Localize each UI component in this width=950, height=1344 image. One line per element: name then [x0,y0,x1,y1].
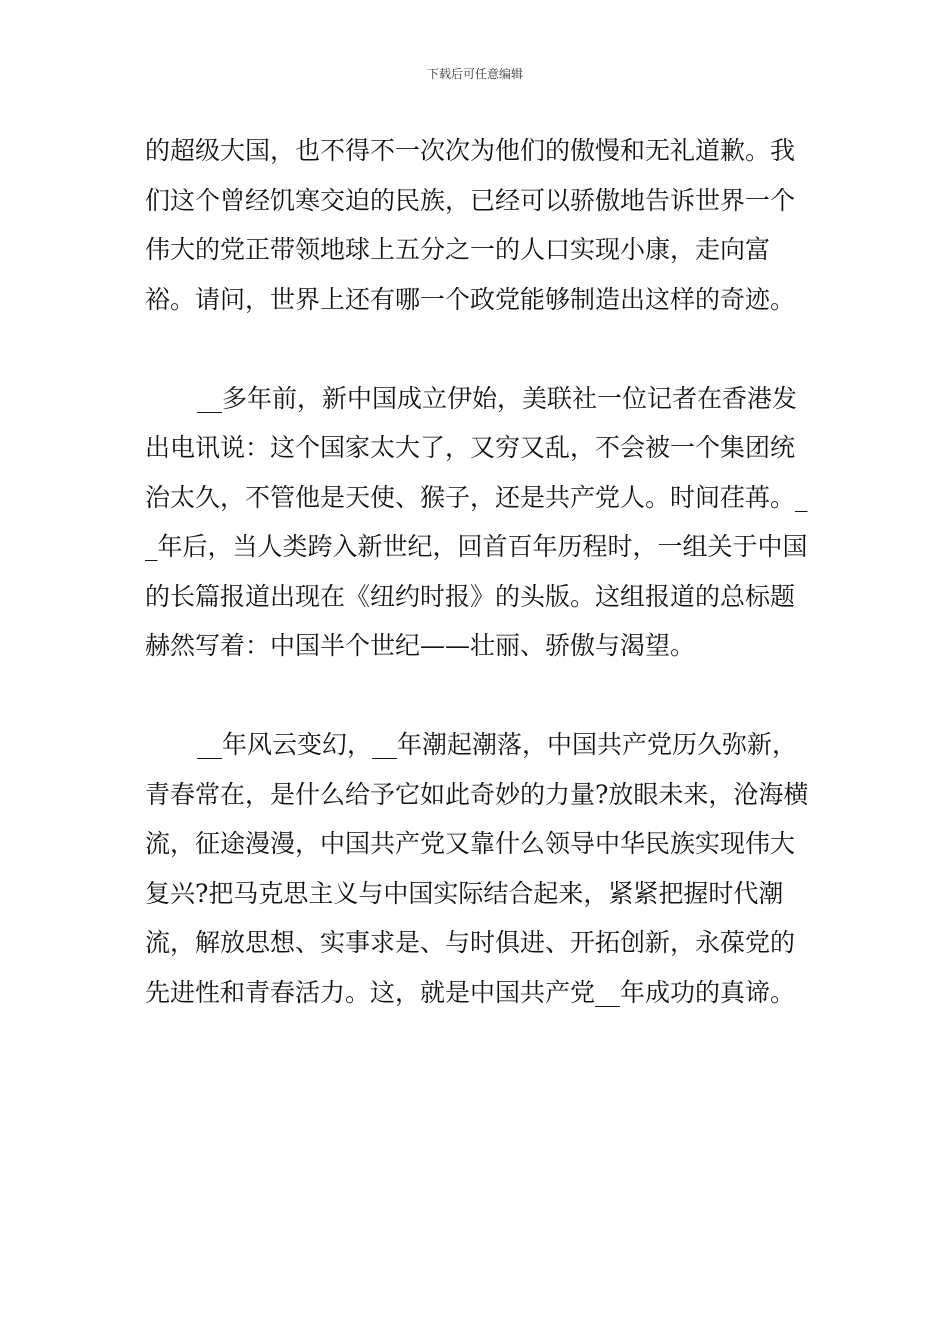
paragraph-3: __年风云变幻，__年潮起潮落，中国共产党历久弥新，青春常在，是什么给予它如此奇妙的力量?放眼未来，沧海横流，征途漫漫，中国共产党又靠什么领导中华民族实现伟大复兴?把马克思主义与中国实际结合起来，紧紧把握时代潮流，解放思想、实事求是、与时俱进、开拓创新，永葆党的先进性和青春活力。这，就是中国共产党__年成功的真谛。 [145,730,809,1007]
paragraph-2: __多年前，新中国成立伊始，美联社一位记者在香港发出电讯说：这个国家太大了，又穷又乱，不会被一个集团统治太久，不管他是天使、猴子，还是共产党人。时间荏苒。__年后，当人类跨入新世纪，回首百年历程时，一组关于中国的长篇报道出现在《纽约时报》的头版。这组报道的总标题赫然写着：中国半个世纪——壮丽、骄傲与渴望。 [145,383,808,660]
paragraph-1: 的超级大国，也不得不一次次为他们的傲慢和无礼道歉。我们这个曾经饥寒交迫的民族，已经可以骄傲地告诉世界一个伟大的党正带领地球上五分之一的人口实现小康，走向富裕。请问，世界上还有哪一个政党能够制造出这样的奇迹。 [145,136,796,314]
header-note: 下载后可任意编辑 [426,67,523,81]
document-body [145,126,815,1017]
